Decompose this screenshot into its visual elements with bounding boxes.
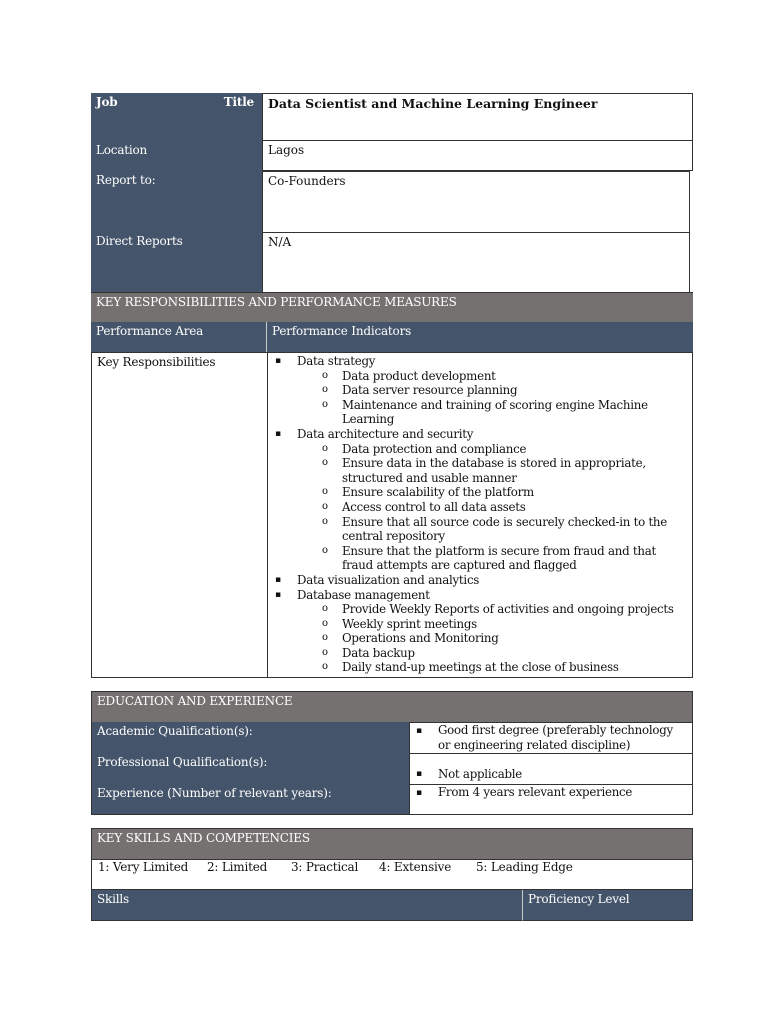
responsibility-subitem <box>297 442 688 457</box>
performance-indicators-heading: Performance Indicators <box>272 324 412 338</box>
scale-level-4: 4: Extensive <box>379 860 452 874</box>
circle-bullet-icon: o <box>322 515 328 527</box>
location-label-cell <box>91 141 262 171</box>
responsibility-label: Data architecture and security <box>297 426 474 441</box>
experience-bullet: ▪ <box>416 788 422 798</box>
circle-bullet-icon: o <box>322 632 328 644</box>
square-bullet-icon: ▪ <box>275 428 281 439</box>
responsibility-subitem <box>297 398 688 427</box>
key-responsibilities-cell <box>91 352 268 678</box>
education-section-header <box>91 691 693 722</box>
responsibility-subitem-text: Daily stand-up meetings at the close of business <box>342 660 619 675</box>
job-title-label-right: Title <box>223 95 254 109</box>
job-title-value-cell <box>262 93 693 141</box>
report-to-value: Co-Founders <box>268 174 346 188</box>
circle-bullet-icon: o <box>322 617 328 629</box>
responsibility-subitem <box>297 515 688 544</box>
responsibility-item <box>268 573 688 588</box>
skills-section-header <box>91 828 693 860</box>
academic-value: Good first degree (preferably technology or engineering related discipline) <box>438 723 673 752</box>
responsibilities-section-header <box>91 292 693 322</box>
responsibility-indicators-cell <box>267 352 693 678</box>
responsibility-subitem-text: Ensure that all source code is securely checked-in to the central repository <box>342 514 668 544</box>
responsibility-subitem-text: Maintenance and training of scoring engine Machine Learning <box>342 397 648 427</box>
direct-reports-value-cell <box>262 232 690 293</box>
circle-bullet-icon: o <box>322 500 328 512</box>
professional-value: Not applicable <box>438 767 523 781</box>
responsibility-subitem <box>297 500 688 515</box>
responsibility-subitem <box>297 660 688 675</box>
performance-area-heading: Performance Area <box>96 324 204 338</box>
job-title-value: Data Scientist and Machine Learning Engineer <box>268 96 598 111</box>
academic-value-cell <box>409 722 693 754</box>
circle-bullet-icon: o <box>322 544 328 556</box>
performance-area-header <box>91 322 267 353</box>
responsibility-subitem-text: Data protection and compliance <box>342 441 527 456</box>
responsibility-subitem <box>297 617 688 632</box>
responsibility-subitem-text: Data backup <box>342 645 415 660</box>
professional-label: Professional Qualification(s): <box>97 755 268 769</box>
circle-bullet-icon: o <box>322 442 328 454</box>
academic-label-cell <box>91 722 409 753</box>
responsibility-subitem <box>297 456 688 485</box>
location-label: Location <box>96 143 148 157</box>
responsibility-subitem <box>297 383 688 398</box>
circle-bullet-icon: o <box>322 457 328 469</box>
skills-section-title: KEY SKILLS AND COMPETENCIES <box>97 831 310 845</box>
skills-heading: Skills <box>97 892 129 906</box>
responsibility-subitem <box>297 602 688 617</box>
circle-bullet-icon: o <box>322 384 328 396</box>
responsibility-subitem <box>297 369 688 384</box>
location-value: Lagos <box>268 143 305 157</box>
responsibility-subitem-text: Weekly sprint meetings <box>342 616 477 631</box>
proficiency-scale-row <box>91 859 693 890</box>
job-title-label-cell <box>91 93 262 141</box>
circle-bullet-icon: o <box>322 369 328 381</box>
responsibility-subitem-text: Ensure scalability of the platform <box>342 485 534 500</box>
scale-level-1: 1: Very Limited <box>98 860 189 874</box>
responsibility-label: Data strategy <box>297 354 376 368</box>
responsibility-item <box>268 588 688 676</box>
scale-level-5: 5: Leading Edge <box>476 860 573 874</box>
key-responsibilities-label: Key Responsibilities <box>97 355 216 369</box>
responsibility-list <box>268 354 688 675</box>
square-bullet-icon: ▪ <box>275 589 281 600</box>
responsibility-subitem-text: Ensure that the platform is secure from fraud and that fraud attempts are captured and flagged <box>342 543 657 573</box>
responsibility-label: Data visualization and analytics <box>297 572 480 587</box>
scale-level-3: 3: Practical <box>291 860 359 874</box>
experience-value: From 4 years relevant experience <box>438 785 633 799</box>
responsibility-sublist <box>297 442 688 573</box>
circle-bullet-icon: o <box>322 603 328 615</box>
square-bullet-icon: ▪ <box>275 574 281 585</box>
academic-bullet: ▪ <box>416 726 422 736</box>
report-to-value-cell <box>262 171 690 233</box>
professional-bullet: ▪ <box>416 769 422 779</box>
proficiency-heading: Proficiency Level <box>528 892 630 906</box>
report-to-label: Report to: <box>96 173 156 187</box>
direct-reports-value: N/A <box>268 235 292 249</box>
proficiency-column-header <box>522 890 693 921</box>
responsibility-item <box>268 427 688 573</box>
academic-label: Academic Qualification(s): <box>97 724 253 738</box>
performance-indicators-header <box>267 322 693 353</box>
responsibility-sublist <box>297 369 688 427</box>
professional-label-cell <box>91 753 409 784</box>
responsibility-subitem-text: Ensure data in the database is stored in appropriate, structured and usable manner <box>342 456 646 485</box>
scale-level-2: 2: Limited <box>207 860 268 874</box>
circle-bullet-icon: o <box>322 486 328 498</box>
circle-bullet-icon: o <box>322 398 328 410</box>
circle-bullet-icon: o <box>322 646 328 658</box>
responsibility-subitem <box>297 631 688 646</box>
education-section-title: EDUCATION AND EXPERIENCE <box>97 694 293 708</box>
responsibility-item <box>268 354 688 427</box>
responsibility-sublist <box>297 602 688 675</box>
skills-column-header <box>91 890 522 921</box>
responsibility-label: Database management <box>297 587 430 602</box>
experience-value-cell <box>409 784 693 815</box>
responsibility-subitem <box>297 544 688 573</box>
responsibility-subitem-text: Data product development <box>342 368 496 383</box>
responsibility-subitem <box>297 485 688 500</box>
responsibility-subitem <box>297 646 688 661</box>
direct-reports-label: Direct Reports <box>96 234 183 248</box>
experience-label-cell <box>91 784 409 815</box>
responsibility-subitem-text: Provide Weekly Reports of activities and ongoing projects <box>342 602 674 617</box>
responsibility-subitem-text: Access control to all data assets <box>342 499 526 514</box>
professional-value-cell <box>409 753 693 785</box>
direct-reports-label-cell <box>91 232 262 293</box>
responsibility-subitem-text: Operations and Monitoring <box>342 631 499 646</box>
report-to-label-cell <box>91 171 262 232</box>
responsibilities-section-title: KEY RESPONSIBILITIES AND PERFORMANCE MEASURES <box>96 295 457 309</box>
experience-label: Experience (Number of relevant years): <box>97 786 332 800</box>
square-bullet-icon: ▪ <box>275 356 281 366</box>
circle-bullet-icon: o <box>322 661 328 673</box>
location-value-cell <box>262 140 693 171</box>
responsibility-subitem-text: Data server resource planning <box>342 383 518 398</box>
job-title-label-left: Job <box>96 95 118 109</box>
